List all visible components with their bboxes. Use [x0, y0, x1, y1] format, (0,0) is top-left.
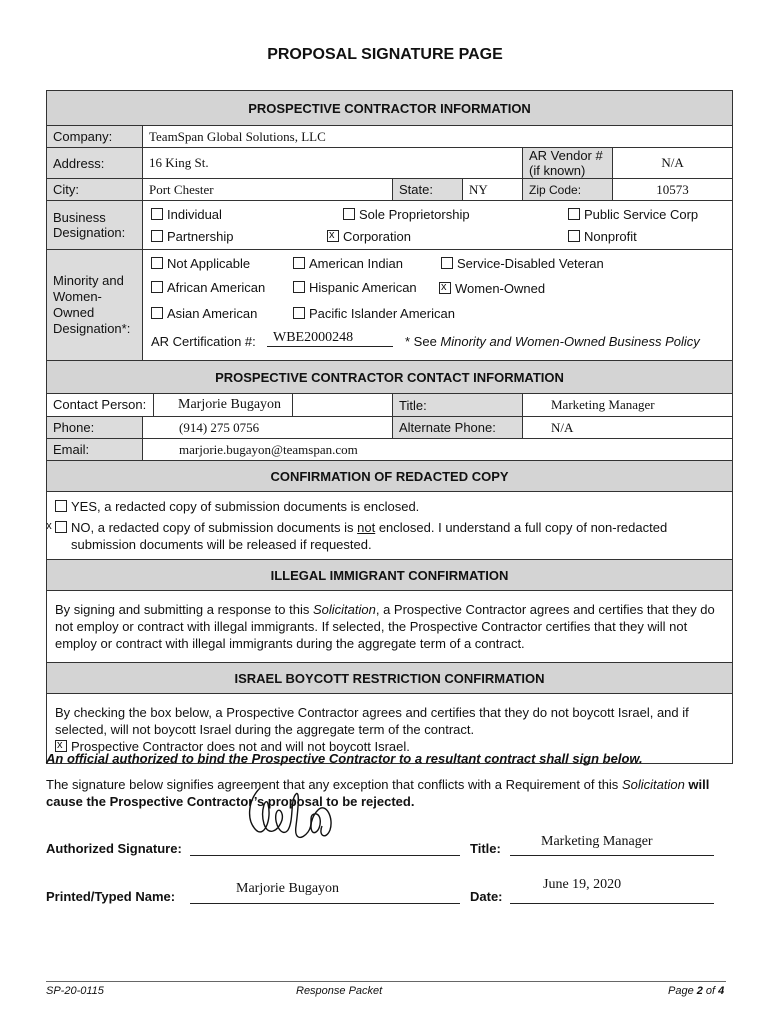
checkbox-hispanic-american[interactable] — [293, 281, 305, 293]
option-label: Corporation — [343, 229, 411, 244]
redacted-yes-option[interactable] — [55, 498, 724, 519]
option-label: Asian American — [167, 306, 258, 321]
page-of: of — [702, 985, 719, 997]
checkbox-not-applicable[interactable] — [151, 257, 163, 269]
alternate-phone-field[interactable]: N/A — [523, 417, 733, 439]
printed-name-label: Printed/Typed Name: — [46, 889, 176, 904]
city-field[interactable]: Port Chester — [143, 179, 393, 201]
note-prefix: * See — [405, 334, 441, 349]
illegal-immigrant-text — [55, 595, 724, 658]
email-field[interactable]: marjorie.bugayon@teamspan.com — [143, 439, 733, 461]
footer-title: Response Packet — [296, 985, 383, 997]
phone-label: Phone: — [47, 417, 143, 439]
illegal-immigrant-header: ILLEGAL IMMIGRANT CONFIRMATION — [47, 560, 733, 591]
checkbox-women-owned[interactable] — [439, 282, 451, 294]
contact-info-header: PROSPECTIVE CONTRACTOR CONTACT INFORMATION — [47, 361, 733, 394]
ar-vendor-label: AR Vendor # (if known) — [523, 148, 613, 179]
redacted-no-text-underlined: not — [357, 520, 376, 535]
company-label: Company: — [47, 126, 143, 148]
statement-text-a: The signature below signifies agreement that any exception that conflicts with a Requirement of this — [46, 777, 622, 792]
option-label: Hispanic American — [309, 280, 417, 295]
option-label: Individual — [167, 207, 222, 222]
option-label: Pacific Islander American — [309, 306, 455, 321]
immigrant-text-italic: Solicitation — [312, 602, 376, 617]
option-african-american[interactable] — [151, 280, 265, 295]
checkbox-redacted-yes[interactable] — [55, 500, 67, 512]
business-designation-label: Business Designation: — [47, 201, 143, 250]
option-pacific-islander-american[interactable] — [293, 306, 455, 321]
company-field[interactable]: TeamSpan Global Solutions, LLC — [143, 126, 733, 148]
page-prefix: Page — [668, 985, 697, 997]
option-sole-proprietorship[interactable] — [343, 207, 470, 222]
title-label: Title: — [393, 394, 523, 417]
checkbox-corporation[interactable] — [327, 230, 339, 242]
contact-person-field[interactable]: Marjorie Bugayon — [178, 397, 282, 412]
option-public-service-corp[interactable] — [568, 207, 698, 222]
israel-boycott-header: ISRAEL BOYCOTT RESTRICTION CONFIRMATION — [47, 663, 733, 694]
business-options — [143, 201, 732, 249]
checkbox-redacted-no[interactable] — [55, 521, 67, 533]
state-label: State: — [393, 179, 463, 201]
page-total: 4 — [718, 985, 725, 997]
zip-label: Zip Code: — [523, 179, 613, 201]
option-label: Nonprofit — [584, 229, 637, 244]
option-hispanic-american[interactable] — [293, 280, 417, 295]
checkbox-individual[interactable] — [151, 208, 163, 220]
date-line — [510, 903, 714, 904]
official-note: An official authorized to bind the Prospective Contractor to a resultant contract shall sign below. — [46, 751, 643, 766]
option-not-applicable[interactable] — [151, 256, 250, 271]
immigrant-text-a: By signing and submitting a response to this — [55, 602, 313, 617]
checkbox-american-indian[interactable] — [293, 257, 305, 269]
checkbox-partnership[interactable] — [151, 230, 163, 242]
option-label: African American — [167, 280, 266, 295]
page-title: PROPOSAL SIGNATURE PAGE — [267, 46, 503, 63]
checkbox-public-service-corp[interactable] — [568, 208, 580, 220]
certification-note — [405, 334, 700, 349]
checkbox-pacific-islander-american[interactable] — [293, 307, 305, 319]
zip-field[interactable]: 10573 — [613, 179, 733, 201]
date-field[interactable]: June 19, 2020 — [543, 877, 622, 892]
option-individual[interactable] — [151, 207, 222, 222]
ar-vendor-field[interactable]: N/A — [613, 148, 733, 179]
title-field[interactable]: Marketing Manager — [523, 394, 733, 417]
redacted-no-option[interactable] — [55, 519, 724, 555]
option-american-indian[interactable] — [293, 256, 403, 271]
option-asian-american[interactable] — [151, 306, 257, 321]
option-service-disabled-veteran[interactable] — [441, 256, 604, 271]
printed-name-line — [190, 903, 460, 904]
state-field[interactable]: NY — [463, 179, 523, 201]
proposal-form-table — [46, 90, 733, 764]
page-current: 2 — [696, 985, 703, 997]
signature-statement — [46, 776, 726, 810]
israel-boycott-check-text: Prospective Contractor does not and will not boycott Israel. — [71, 739, 410, 754]
redacted-no-text-b: enclosed. I understand a full copy of non-redacted submission documents will be released if requested. — [71, 520, 668, 552]
option-label: Sole Proprietorship — [359, 207, 470, 222]
authorized-signature-line[interactable] — [190, 855, 460, 856]
israel-boycott-text: By checking the box below, a Prospective Contractor agrees and certifies that they do not boycott Israel, and if selected, will not boycott Israel during the aggregate term of the contract. — [55, 705, 689, 737]
redacted-no-text-a: NO, a redacted copy of submission documents is — [71, 520, 358, 535]
signature-title-label: Title: — [470, 841, 501, 856]
handwritten-signature — [238, 780, 348, 850]
statement-text-bold: will cause the Prospective Contractor’s proposal to be rejected. — [46, 777, 710, 809]
checkbox-asian-american[interactable] — [151, 307, 163, 319]
footer-page-number — [668, 985, 724, 997]
signature-title-field[interactable]: Marketing Manager — [541, 834, 653, 849]
checkbox-service-disabled-veteran[interactable] — [441, 257, 453, 269]
option-label: Partnership — [167, 229, 234, 244]
option-label: Public Service Corp — [584, 207, 699, 222]
redacted-yes-text: YES, a redacted copy of submission documents is enclosed. — [71, 499, 420, 514]
signature-title-line — [510, 855, 714, 856]
city-label: City: — [47, 179, 143, 201]
authorized-signature-label: Authorized Signature: — [46, 841, 182, 856]
footer-doc-number: SP-20-0115 — [46, 985, 104, 997]
note-policy-link: Minority and Women-Owned Business Policy — [440, 334, 700, 349]
address-label: Address: — [47, 148, 143, 179]
option-partnership[interactable] — [151, 229, 233, 244]
printed-name-field[interactable]: Marjorie Bugayon — [236, 881, 340, 896]
option-label: Women-Owned — [455, 281, 546, 296]
phone-field[interactable]: (914) 275 0756 — [143, 417, 393, 439]
immigrant-text-b: , a Prospective Contractor agrees and certifies that they do not employ or contract with illegal immigrants. If selected, the Prospective Contractor certifies that they will not employ or contract with illegal immigrants during the aggregate term of a contract. — [55, 602, 715, 651]
option-label: American Indian — [309, 256, 403, 271]
ar-certification-field[interactable]: WBE2000248 — [267, 330, 393, 347]
option-label: Not Applicable — [167, 256, 251, 271]
option-label: Service-Disabled Veteran — [457, 256, 604, 271]
redacted-copy-header: CONFIRMATION OF REDACTED COPY — [47, 461, 733, 492]
date-label: Date: — [470, 889, 503, 904]
contractor-info-header: PROSPECTIVE CONTRACTOR INFORMATION — [47, 91, 733, 126]
contact-person-label: Contact Person: — [47, 394, 154, 416]
minority-designation-label: Minority and Women-Owned Designation*: — [47, 250, 143, 361]
address-field[interactable]: 16 King St. — [143, 148, 523, 179]
statement-text-italic: Solicitation — [621, 777, 685, 792]
option-women-owned[interactable] — [439, 281, 545, 296]
checkbox-sole-proprietorship[interactable] — [343, 208, 355, 220]
alternate-phone-label: Alternate Phone: — [393, 417, 523, 439]
option-nonprofit[interactable] — [568, 229, 637, 244]
minority-options — [143, 250, 732, 360]
checkbox-african-american[interactable] — [151, 281, 163, 293]
footer-divider — [46, 981, 726, 982]
email-label: Email: — [47, 439, 143, 461]
ar-certification-label: AR Certification #: — [151, 334, 256, 349]
checkbox-nonprofit[interactable] — [568, 230, 580, 242]
option-corporation[interactable] — [327, 229, 411, 244]
